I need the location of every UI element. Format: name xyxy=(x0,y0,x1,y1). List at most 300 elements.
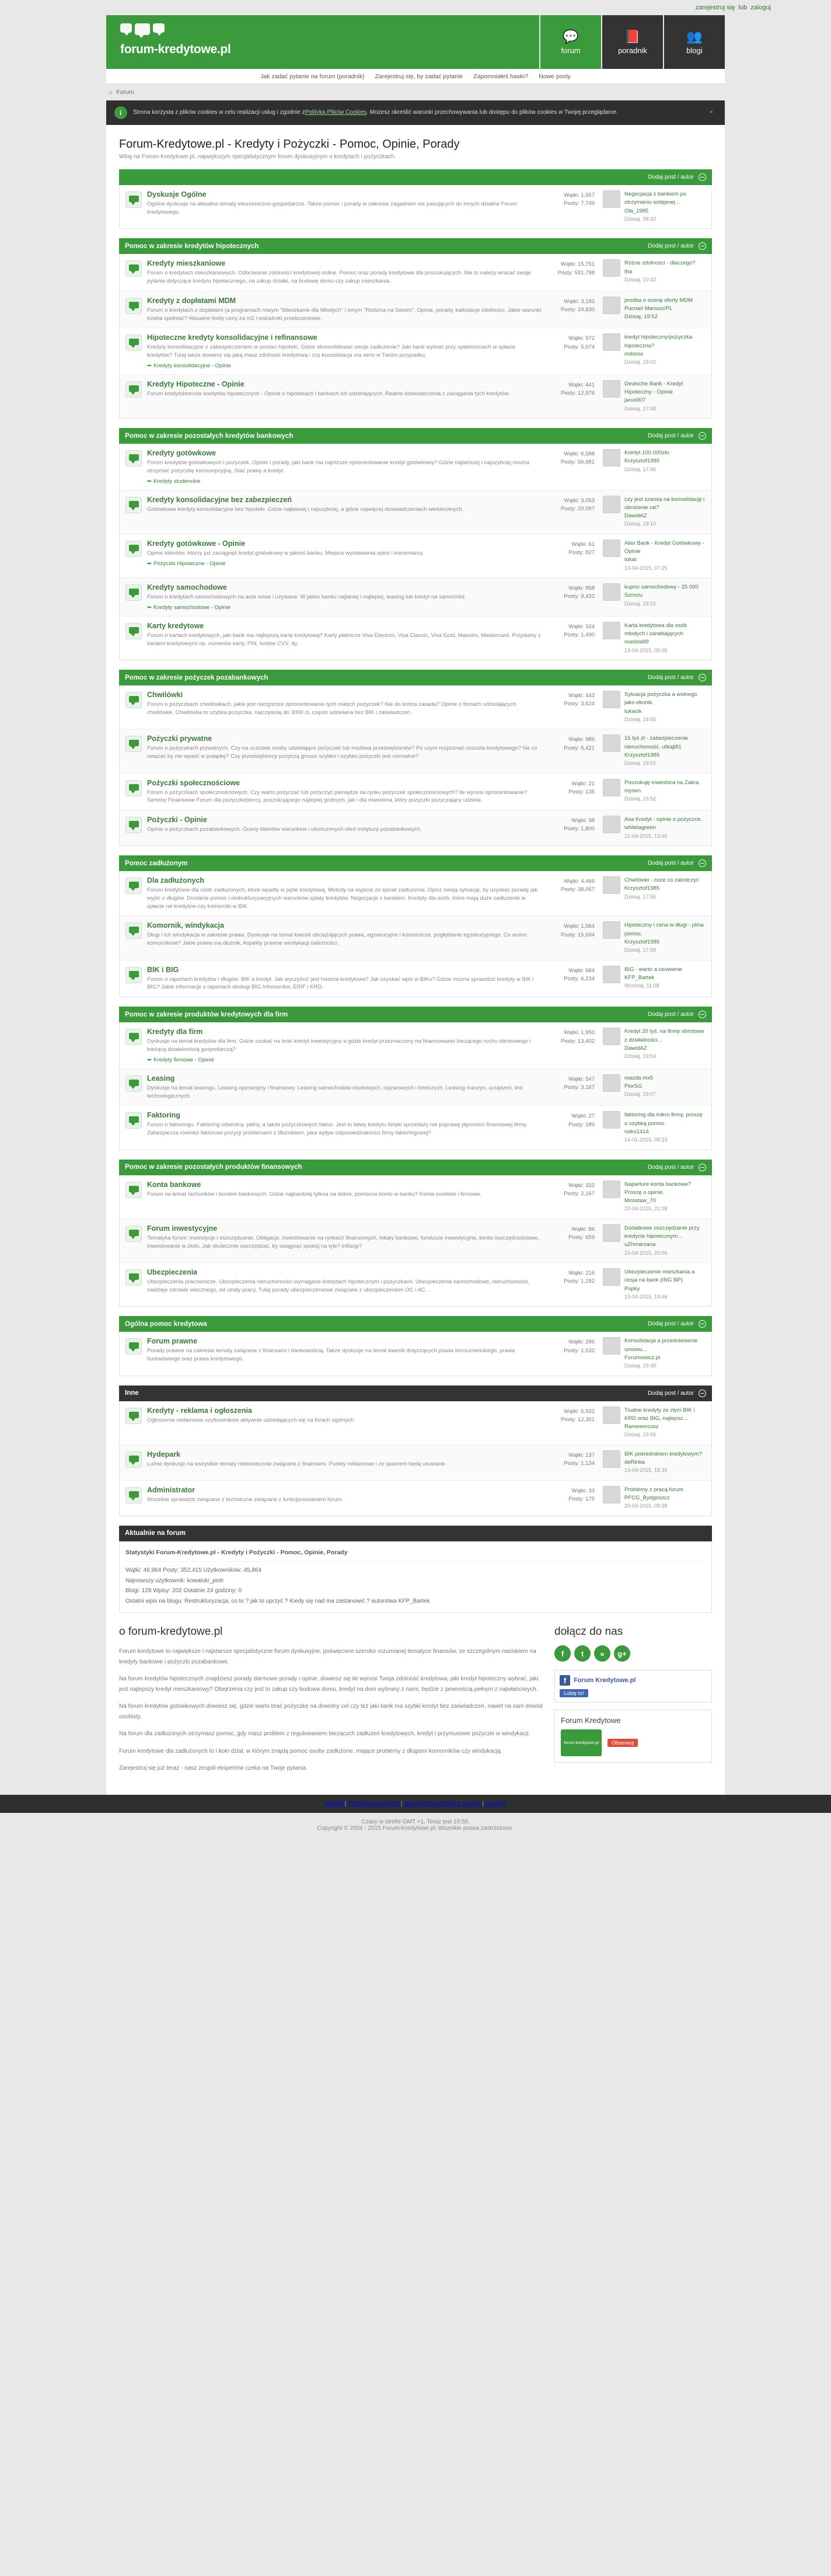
forum-bubble-icon xyxy=(125,1408,142,1424)
breadcrumb xyxy=(106,84,725,100)
last-post-info xyxy=(624,539,706,572)
forum-stats xyxy=(549,734,595,767)
forum-stats xyxy=(549,380,595,413)
forum-bubble-icon xyxy=(125,692,142,708)
stats-line-2: Wątki: 46,964 Posty: 352,415 Użytkowników: 45,864 xyxy=(125,1567,261,1574)
forum-bubble-icon xyxy=(125,780,142,796)
people-icon: 👥 xyxy=(686,29,703,44)
google-page-logo: forum-kredytowe.pl xyxy=(561,1729,602,1756)
cookie-policy-link[interactable]: Polityką Plików Cookies xyxy=(305,109,367,116)
last-post-author[interactable]: jarus907 xyxy=(624,397,646,404)
category-title: Pomoc w zakresie pozostałych kredytów bankowych xyxy=(125,432,294,440)
last-post xyxy=(595,449,706,485)
last-post-date: 13-04-2015, 19:46 xyxy=(624,1293,668,1300)
subnav-forgot-password[interactable]: Zapomniałeś hasło? xyxy=(473,72,529,80)
close-icon[interactable]: × xyxy=(710,109,713,116)
collapse-icon[interactable] xyxy=(699,1164,706,1171)
forum-description: Forum kredytobiorców kredytów hipotecznych - Opinie o hipotekach i bankach ich udzielających. Realne doświadczenia z zaciągania tych kredytów. xyxy=(147,390,510,397)
forum-title-link[interactable]: Ubezpieczenia xyxy=(147,1268,198,1277)
last-post-info xyxy=(624,1181,706,1213)
last-post xyxy=(595,1181,706,1213)
last-post-author[interactable]: Krzysztof1985 xyxy=(624,938,660,945)
subnav-new-posts[interactable]: Nowe posty xyxy=(539,72,571,80)
collapse-icon[interactable] xyxy=(699,674,706,681)
forum-title-link[interactable]: Dyskusje Ogólne xyxy=(147,190,207,199)
forum-stats xyxy=(549,921,595,954)
forum-row[interactable] xyxy=(120,685,711,729)
last-post-author[interactable]: uZhmarzana xyxy=(624,1241,656,1248)
avatar xyxy=(603,380,620,398)
last-post-author[interactable]: Rameeercusz xyxy=(624,1423,659,1430)
forum-row[interactable] xyxy=(120,1445,711,1481)
last-post xyxy=(595,622,706,655)
forum-bubble-icon xyxy=(125,967,142,983)
forum-stats xyxy=(549,1074,595,1101)
last-post-author[interactable]: Krzysztof1985 xyxy=(624,458,660,465)
forum-title-link[interactable]: Karty kredytowe xyxy=(147,621,204,630)
stat-line: Posty: 12,301 xyxy=(560,1416,595,1423)
forum-row[interactable] xyxy=(120,729,711,773)
forum-row[interactable] xyxy=(120,1263,711,1306)
forum-title-link[interactable]: Faktoring xyxy=(147,1111,180,1120)
footer-time: Czasy w strefie GMT +1. Teraz jest 19:56. xyxy=(361,1818,470,1825)
google-follow-button[interactable]: Obserwuj xyxy=(607,1739,638,1747)
stat-line: Wątki: 15,751 xyxy=(560,261,595,268)
last-post-date: Dzisiaj, 17:56 xyxy=(624,893,657,900)
last-post-info xyxy=(624,1486,683,1510)
rss-label[interactable]: Dodaj post / autor xyxy=(648,1321,694,1328)
category-header xyxy=(119,855,712,871)
forum-title-link[interactable]: Kredyty samochodowe xyxy=(147,583,227,592)
stat-line: Wątki: 137 xyxy=(568,1451,595,1458)
last-post-title[interactable]: Hipoteczny i cena w długi - plina pomoc. xyxy=(624,922,704,937)
forum-row[interactable] xyxy=(120,1022,711,1069)
stat-line: Posty: 7,749 xyxy=(564,200,595,207)
forum-row[interactable] xyxy=(120,578,711,617)
category-actions[interactable] xyxy=(648,1164,706,1171)
forum-title-link[interactable]: Forum inwestycyjne xyxy=(147,1224,218,1233)
forum-description: Kredyty konsolidacyjne z zabezpieczeniem w postaci hipoteki. Gdzie skonsolidować swoje zadłużenie? Jaki bank wybrać przy upłatnościach w spłacie kredytów? Tutaj także dowiesz się jaką masz zdolność kredytową i czy konsolidacja ma sens w Twoim przypadku. xyxy=(147,344,516,359)
forum-row[interactable] xyxy=(120,490,711,534)
forum-description: Forum o kredytach samochodowych na auta nowe i używane. W jakim banku najtaniej i najlepiej, leasing lub kredyt na samochód. xyxy=(147,594,466,601)
stat-line: Wątki: 324 xyxy=(568,623,595,630)
last-post-author[interactable]: mariola89 xyxy=(624,639,649,646)
last-post-date: Dzisiaj, 10:42 xyxy=(624,276,657,283)
last-post-title[interactable]: Kredyt 20 tyś. na firmę obrotowe z działalności... xyxy=(624,1028,704,1043)
last-post-date: Dzisiaj, 17:58 xyxy=(624,947,657,953)
forum-title-link[interactable]: Pożyczki prywatne xyxy=(147,734,212,743)
forum-title-link[interactable]: Kredyty gotówkowe - Opinie xyxy=(147,539,246,548)
stats-line-1: Statystyki Forum-Kredytowe.pl - Kredyty i Pożyczki - Pomoc, Opinie, Porady xyxy=(125,1547,706,1562)
collapse-icon[interactable] xyxy=(699,242,706,250)
last-post-author[interactable]: deRinka xyxy=(624,1459,645,1466)
category-body xyxy=(119,871,712,997)
last-post-title[interactable]: Problemy z pracą forum xyxy=(624,1486,683,1493)
avatar xyxy=(603,297,620,314)
home-icon[interactable]: ⌂ xyxy=(109,89,113,96)
forum-main xyxy=(147,1111,549,1144)
last-post-title[interactable]: Ubezpieczenie mieszkania a cesja na bank (ING BP) xyxy=(624,1269,695,1284)
last-post-author[interactable]: Ola_1985 xyxy=(624,207,649,214)
category-title: Pomoc w zakresie kredytów hipotecznych xyxy=(125,242,259,250)
rss-label[interactable]: Dodaj post / autor xyxy=(648,243,694,250)
rss-label[interactable]: Dodaj post / autor xyxy=(648,1390,694,1397)
speech-bubble-icon: 💬 xyxy=(563,29,579,44)
category-header xyxy=(119,1160,712,1175)
forum-stats xyxy=(549,1268,595,1301)
nav-blogi[interactable] xyxy=(664,15,725,69)
last-post-title[interactable]: Trudne kredyty ze złym BIK i KRD oraz BIG, najlepsz... xyxy=(624,1407,695,1422)
forum-row[interactable] xyxy=(120,254,711,291)
forum-category xyxy=(119,1007,712,1150)
last-post-date: 22-04-2015, 21:08 xyxy=(624,1206,668,1212)
forum-row[interactable] xyxy=(120,617,711,660)
last-post-info xyxy=(624,333,706,369)
forum-main xyxy=(147,1268,549,1301)
forum-row[interactable] xyxy=(120,1106,711,1149)
last-post-title[interactable]: BIK pośrednikiem kredytowym? xyxy=(624,1450,703,1457)
forum-row[interactable] xyxy=(120,291,711,329)
rss-label[interactable]: Dodaj post / autor xyxy=(648,674,694,681)
avatar xyxy=(603,1111,620,1129)
stat-line: Wątki: 547 xyxy=(568,1075,595,1082)
secondary-nav xyxy=(106,69,725,84)
forum-title-link[interactable]: Komornik, windykacja xyxy=(147,921,224,930)
forum-title-link[interactable]: Kredyty mieszkaniowe xyxy=(147,259,226,268)
last-post-date: Dzisiaj, 08:42 xyxy=(624,215,657,222)
last-post-title[interactable]: Poszukuję inwestora na Zakra. xyxy=(624,779,700,786)
category-actions[interactable] xyxy=(648,242,706,250)
google-plus-icon[interactable]: g+ xyxy=(614,1645,630,1662)
twitter-icon[interactable]: t xyxy=(574,1645,591,1662)
forum-bubble-icon xyxy=(125,260,142,277)
forum-row[interactable] xyxy=(120,774,711,811)
collapse-icon[interactable] xyxy=(699,859,706,867)
last-post-date: Dzisiaj, 19:07 xyxy=(624,1091,657,1098)
last-post-title[interactable]: Karta kredytowa dla osób młodych i zarabiających xyxy=(624,622,687,638)
footer-privacy[interactable]: Polityka prywatności xyxy=(348,1800,401,1807)
last-post-title[interactable]: prośba o ocenę oferty MDM Pucnań Mariusz/PL xyxy=(624,297,693,312)
forum-row[interactable] xyxy=(120,810,711,845)
category-actions[interactable] xyxy=(648,859,706,867)
last-post-info xyxy=(624,259,695,286)
category-title: Inne xyxy=(125,1390,139,1397)
last-post-title[interactable]: Sytuacja pożyczka a wolnego jako ekonik. xyxy=(624,691,697,706)
last-post-info xyxy=(624,583,699,611)
forum-title-link[interactable]: Administrator xyxy=(147,1485,195,1494)
footer-terms[interactable]: Warunki korzystania z serwisu xyxy=(404,1800,483,1807)
avatar xyxy=(603,622,620,639)
collapse-icon[interactable] xyxy=(699,432,706,440)
forum-row[interactable] xyxy=(120,916,711,960)
subnav-register[interactable]: Zarejestruj się, by zadać pytanie xyxy=(375,72,463,80)
forum-title-link[interactable]: Hydepark xyxy=(147,1450,180,1458)
avatar xyxy=(603,921,620,939)
stat-line: Wątki: 286 xyxy=(568,1339,595,1346)
about-paragraph: Na forum kredytów hipotecznych znajdziesz porady darmowe porady i opinie, dowiesz się ile wynosi Twoja zdolność kredytowa, jaki kredyt hipoteczny wybrać, jaki jest najlepszy kredyt mieszkaniowy? Obejrzenia czy jest to zakup czy budowa domu, kredyt na dom wybrany z nami, będzie z pewnością pełnym z najwłaściwych. xyxy=(119,1676,539,1693)
stat-line: Wątki: 216 xyxy=(568,1270,595,1277)
category-body xyxy=(119,1175,712,1307)
collapse-icon[interactable] xyxy=(699,173,706,181)
last-post-author[interactable]: Pupky xyxy=(624,1285,640,1292)
forum-title-link[interactable]: Dla zadłużonych xyxy=(147,876,204,885)
last-post-date: Dzisiaj, 19:52 xyxy=(624,600,657,607)
nav-poradnik[interactable] xyxy=(602,15,663,69)
subforum-link[interactable]: ➥ Pożyczki Hipoteczne - Opinie xyxy=(147,560,226,567)
last-post-title[interactable]: Deutsche Bank - Kredyt Hipoteczny - Opinie xyxy=(624,380,683,396)
category-actions[interactable] xyxy=(648,674,706,681)
last-post-title[interactable]: Alior Bank - Kredyt Gotówkowy - Opinie xyxy=(624,539,704,555)
forum-bubble-icon xyxy=(125,1226,142,1242)
last-post-author[interactable]: PiorSG xyxy=(624,1083,643,1090)
book-icon: 📕 xyxy=(624,29,641,44)
last-post-date: Dzisiaj, 17:46 xyxy=(624,466,657,472)
last-post-info xyxy=(624,449,669,485)
stat-line: Posty: 2,167 xyxy=(564,1190,595,1197)
stat-line: Wątki: 1,950 xyxy=(564,1029,595,1036)
stat-line: Posty: 1,134 xyxy=(564,1460,595,1467)
social-buttons xyxy=(554,1645,712,1662)
forum-row[interactable] xyxy=(120,375,711,418)
last-post-title[interactable]: Chwilówki - coze co zakotczyć xyxy=(624,877,699,884)
last-post-title[interactable]: Negocjacja z bankiem po otrzymaniu wstępnej... xyxy=(624,191,687,206)
forum-description: Forum o raportach kredytów i długów. BIK a kredyt. Jak wyczyścić jest historia kredytowa? Jak uzyskać wpis w BIKu? Gdzie można sprawdzić kredyty w BIK i BIG? Jakie informacje o raportach obsługi BIG Infomonitor, ERIF i KRD. xyxy=(147,976,534,991)
forum-stats xyxy=(549,496,595,528)
last-post-title[interactable]: 15 tyś zł - zabezpieczenie nieruchomość. utkajt81 xyxy=(624,735,688,750)
stat-line: Wątki: 21 xyxy=(571,780,595,787)
rss-label[interactable]: Dodaj post / autor xyxy=(648,1011,694,1018)
stat-line: Wątki: 6,932 xyxy=(564,1408,595,1415)
forum-bubble-icon xyxy=(125,192,142,208)
last-post-info xyxy=(624,496,706,528)
last-post-author[interactable]: mysen xyxy=(624,787,641,794)
collapse-icon[interactable] xyxy=(699,1390,706,1397)
about-paragraph: Forum kredytowe dla zadłużonych to i koło dział, w którym znajdą pomoc osoby zadłużone, mające problemy z długami komorników czy windykacją. xyxy=(119,1747,502,1755)
rss-icon[interactable]: » xyxy=(594,1645,610,1662)
collapse-icon[interactable] xyxy=(699,1320,706,1328)
forum-main xyxy=(147,1074,549,1101)
last-post-author[interactable]: Krzysztof1985 xyxy=(624,751,660,758)
last-post-author[interactable]: noko1414 xyxy=(624,1128,649,1135)
forum-description: Tematyka forum: inwestycje i oszczędzanie. Obligacje, inwestowanie na rynkach finansowych, lokaty bankowe, fundusze inwestycyjne, konta oszczędnościowe, inwestowanie w złoto. Jak skutecznie oszczędzać, by osiągnąć spokój na tyle? inflację? xyxy=(147,1234,540,1249)
last-post-date: Dzisiaj, 19:56 xyxy=(624,716,657,722)
category-actions[interactable] xyxy=(648,432,706,440)
facebook-widget xyxy=(554,1670,712,1703)
rss-label[interactable]: Dodaj post / autor xyxy=(648,860,694,867)
forum-bubble-icon xyxy=(125,878,142,894)
footer-top[interactable]: Na górę xyxy=(485,1800,507,1807)
forum-main xyxy=(147,496,549,528)
last-post xyxy=(595,297,706,323)
last-post-title[interactable]: kupno samochodowy - 25 000 xyxy=(624,584,699,591)
forum-title-link[interactable]: BIK i BIG xyxy=(147,965,179,974)
breadcrumb-label[interactable]: Forum xyxy=(116,89,134,96)
forum-bubble-icon xyxy=(125,1182,142,1198)
facebook-icon[interactable]: f xyxy=(554,1645,571,1662)
category-header xyxy=(119,238,712,254)
forum-title-link[interactable]: Pożyczki - Opinie xyxy=(147,816,207,824)
forum-row[interactable] xyxy=(120,534,711,578)
category-body xyxy=(119,1022,712,1150)
forum-row[interactable] xyxy=(120,1481,711,1516)
last-post xyxy=(595,816,706,840)
forum-title-link[interactable]: Kredyty - reklama i ogłoszenia xyxy=(147,1406,252,1415)
logo-block[interactable] xyxy=(106,15,539,69)
last-post xyxy=(595,1111,706,1144)
last-post-info xyxy=(624,297,706,323)
last-post-title[interactable]: Konsolidacja a przedniesienie umowu... xyxy=(624,1338,698,1353)
last-post-info xyxy=(624,622,706,655)
category-actions[interactable] xyxy=(648,1011,706,1018)
forum-stats xyxy=(549,583,595,611)
last-post-title[interactable]: czy jest szansa na konsolidację i obniżenie rat? xyxy=(624,496,705,511)
last-post-info xyxy=(624,816,702,840)
last-post-author[interactable]: tukacik xyxy=(624,708,642,715)
footer-copyright xyxy=(0,1813,831,1844)
forum-category xyxy=(119,238,712,419)
last-post-title[interactable]: kredyt hipoteczny/pożyczka hipoteczna? xyxy=(624,334,693,349)
subforum-link[interactable]: ➥ Kredyty konsolidacyjne - Opinie xyxy=(147,362,232,369)
last-post-title[interactable]: Asa Kredyt - opinie o pożyczce. xyxy=(624,816,703,823)
forum-title-link[interactable]: Hipoteczne kredyty konsolidacyjne i refinansowe xyxy=(147,333,317,342)
last-post-title[interactable]: Różne zdolności - dlaczego? xyxy=(624,260,696,267)
last-post-author[interactable]: PFCG_Bydgoszcz xyxy=(624,1495,670,1502)
last-post-info xyxy=(624,1074,656,1101)
forum-description: Ubezpieczenia pracownicze. Ubezpieczenia nieruchomości wymagane kredytach hipotecznym i pożyczkami. Ubezpieczenia samochodowe, nieruchomości, nadzieje zdrowie wiecznego, od utraty pracy. Tutaj porady ubezpieczeniowe związane z ubezpieczeniem OC i AC. xyxy=(147,1279,530,1293)
nav-forum[interactable] xyxy=(540,15,601,69)
rss-label[interactable]: Dodaj post / autor xyxy=(648,174,694,180)
forum-main xyxy=(147,380,549,413)
avatar xyxy=(603,539,620,557)
login-link[interactable]: zaloguj xyxy=(750,4,771,11)
last-post-title[interactable]: Dodatkowe oszczędzanie przy kredycie hipotecznym... xyxy=(624,1224,700,1240)
arrow-icon: ➥ xyxy=(147,560,152,567)
subforum-link[interactable]: ➥ Kredyty firmowe - Opinie xyxy=(147,1056,214,1063)
subforum-link[interactable]: ➥ Kredyty studenckie xyxy=(147,478,201,485)
last-post-title[interactable]: faktoring dla mikro firmy, proszę o szybką pomoc xyxy=(624,1112,703,1127)
forum-main xyxy=(147,1224,549,1257)
last-post-author[interactable]: Mirostaw_70 xyxy=(624,1198,656,1205)
last-post-date: Dzisiaj, 19:02 xyxy=(624,359,657,365)
forum-row[interactable] xyxy=(120,1175,711,1219)
rss-label[interactable]: Dodaj post / autor xyxy=(648,433,694,440)
forum-title-link[interactable]: Leasing xyxy=(147,1074,175,1082)
about-paragraph: Na forum kredytów gotówkowych dowiesz się, gdzie warto brać pożyczkę na dowolny cel czy też jaki bank ma szybki kredyt bez zaświadczeń, nawet na sam dowód osobisty. xyxy=(119,1703,543,1720)
last-post xyxy=(595,1337,706,1370)
forum-row[interactable] xyxy=(120,1401,711,1445)
stat-line: Wątki: 33 xyxy=(571,1487,595,1494)
facebook-like-button[interactable]: Lubię to! xyxy=(560,1689,588,1697)
forum-title-link[interactable]: Konta bankowe xyxy=(147,1180,201,1189)
last-post-author[interactable]: whitelagreen xyxy=(624,824,656,831)
forum-row[interactable] xyxy=(120,328,711,375)
last-post xyxy=(595,380,706,413)
forum-row[interactable] xyxy=(120,185,711,228)
avatar xyxy=(603,1407,620,1424)
last-post-author[interactable]: Krzysztof1985 xyxy=(624,885,660,892)
avatar xyxy=(603,1181,620,1198)
last-post-author[interactable]: DawidAZ xyxy=(624,1045,647,1052)
category-actions[interactable] xyxy=(648,173,706,181)
forum-row[interactable] xyxy=(120,444,711,490)
forum-main xyxy=(147,921,549,954)
forum-title-link[interactable]: Kredyty dla firm xyxy=(147,1028,203,1036)
stat-line: Wątki: 6,588 xyxy=(564,451,595,458)
stat-line: Wątki: 443 xyxy=(568,692,595,699)
last-post-info xyxy=(624,380,706,413)
stat-line: Wątki: 1,557 xyxy=(564,192,595,199)
forum-title-link[interactable]: Chwilówki xyxy=(147,691,183,699)
last-post-date: Dzisiaj, 17:48 xyxy=(624,405,657,412)
last-post-author[interactable]: DawidAZ xyxy=(624,513,647,520)
forum-row[interactable] xyxy=(120,1069,711,1106)
collapse-icon[interactable] xyxy=(699,1011,706,1018)
forum-category xyxy=(119,670,712,846)
category-body xyxy=(119,685,712,846)
forum-title-link[interactable]: Kredyty gotówkowe xyxy=(147,449,217,458)
last-post-info xyxy=(624,190,706,223)
forum-title-link[interactable]: Forum prawne xyxy=(147,1337,198,1346)
join-heading: dołącz do nas xyxy=(554,1625,623,1638)
last-post-author[interactable]: tokat xyxy=(624,556,637,563)
subnav-guide[interactable]: Jak zadać pytanie na forum (poradnik) xyxy=(260,72,365,80)
last-post-info xyxy=(624,1337,706,1370)
stats-line-5: Ostatni wpis na blogu: Restrukturyzacja, co to ? jak to uprzyć ? Kiedy się nad ma zastanowić ? autorstwa KFP_Bartek xyxy=(125,1597,430,1604)
last-post-title[interactable]: Naparture konta bankowe? Proszę o opinie. xyxy=(624,1181,692,1196)
stat-line: Wątki: 27 xyxy=(571,1113,595,1120)
last-post-info xyxy=(624,1450,702,1475)
rss-label[interactable]: Dodaj post / autor xyxy=(648,1164,694,1171)
forum-row[interactable] xyxy=(120,871,711,916)
forum-title-link[interactable]: Kredyty konsolidacyjne bez zabezpieczeń xyxy=(147,495,292,504)
forum-title-link[interactable]: Kredyty Hipoteczne - Opinie xyxy=(147,380,245,388)
forum-title-link[interactable]: Pożyczki społecznościowe xyxy=(147,778,240,787)
last-post-author[interactable]: Forumowicz.pl xyxy=(624,1354,661,1361)
forum-description: Ogólne dyskusje na aktualne tematy ekonomiczno-gospodarcze. Także pomoc i porady w zakresie zagadnień nie pasujących do innych działów Forum kredytowego. xyxy=(147,201,518,215)
forum-main xyxy=(147,1337,549,1370)
stat-line: Posty: 3,167 xyxy=(564,1084,595,1091)
last-post-author[interactable]: tha xyxy=(624,268,633,275)
last-post-author[interactable]: Dzisiaj, 19:52 xyxy=(624,314,658,321)
stat-line: Wątki: 86 xyxy=(571,1226,595,1233)
forum-description: Forum o pożyczkach prywatnych. Czy na uczciwie osoby udzielające pożyczek lub możliwa przedsiębiorstw? Po czym rozpoznać oszusta kredytowego? Na co uważać by nie wpaść w pułapkę? Czy przedsiębiorcy pożyczą grosze szybko i szybko pożyczki jest normalne? xyxy=(147,745,537,760)
category-actions[interactable] xyxy=(648,1390,706,1397)
forum-title-link[interactable]: Kredyty z dopłatami MDM xyxy=(147,296,236,305)
last-post-author[interactable]: mdoroo xyxy=(624,350,644,357)
last-post-title[interactable]: mazda mx5 xyxy=(624,1074,654,1081)
forum-main xyxy=(147,333,549,369)
category-title: Pomoc w zakresie pożyczek pozabankowych xyxy=(125,674,268,681)
forum-category xyxy=(119,169,712,229)
forum-row[interactable] xyxy=(120,960,711,997)
subforum-link[interactable]: ➥ Kredyty samochodowe - Opinie xyxy=(147,604,231,611)
stats-line-4: Blogi: 128 Wpisy: 202 Ostatnie 24 godziny: 0 xyxy=(125,1588,242,1595)
stats-line-3: Najnowszy użytkownik: kowalski_piotr xyxy=(125,1577,224,1584)
forum-bubble-icon xyxy=(125,1451,142,1468)
footer-contact[interactable]: Kontakt xyxy=(324,1800,345,1807)
last-post-title[interactable]: Kredyt 100.000zło xyxy=(624,450,669,457)
forum-row[interactable] xyxy=(120,1219,711,1263)
register-link[interactable]: zarejestruj się xyxy=(695,4,735,11)
last-post-author[interactable]: Szmciu xyxy=(624,592,643,599)
stat-line: Posty: 5,421 xyxy=(564,744,595,751)
forum-row[interactable] xyxy=(120,1332,711,1375)
last-post-info xyxy=(624,876,699,910)
last-post-info xyxy=(624,779,700,805)
category-actions[interactable] xyxy=(648,1320,706,1328)
last-post-author[interactable]: KFP_Bartek xyxy=(624,974,655,981)
last-post-title[interactable]: BIG - warto a usuwanie xyxy=(624,966,682,973)
